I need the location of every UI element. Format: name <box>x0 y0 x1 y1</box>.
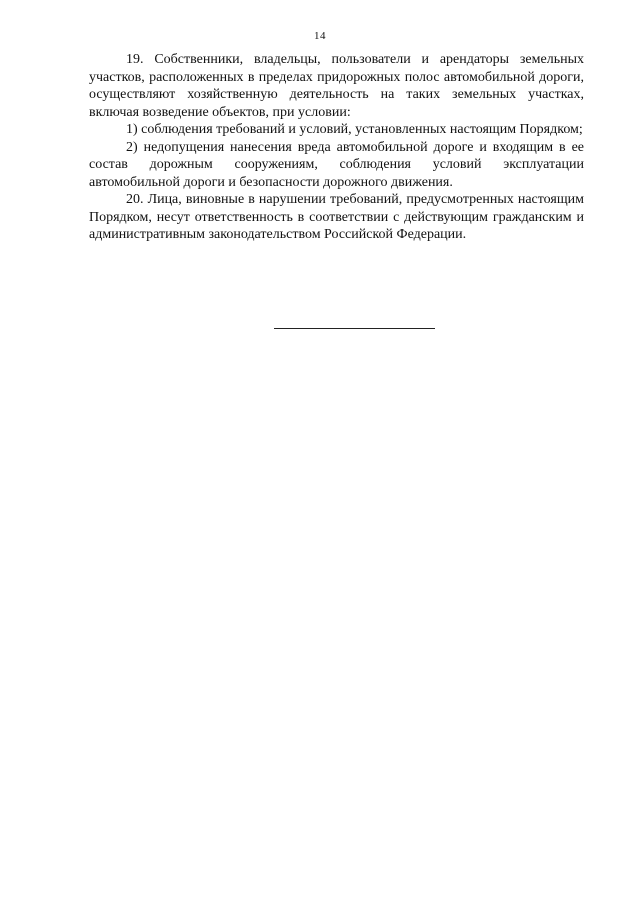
paragraph-19: 19. Собственники, владельцы, пользователи и арендаторы земельных участков, расположенных в пределах придорожных полос автомобильной дороги, осуществляют хозяйственную деятельность на таких земельных участках, включая возведение объектов, при условии: <box>89 52 584 120</box>
paragraph-19-item-2: 2) недопущения нанесения вреда автомобильной дороге и входящим в ее состав дорожным сооружениям, соблюдения условий эксплуатации автомобильной дороги и безопасности дорожного движения. <box>89 139 584 190</box>
end-of-document-divider <box>274 328 435 329</box>
paragraph-19-item-1: 1) соблюдения требований и условий, установленных настоящим Порядком; <box>126 122 583 137</box>
page-number: 14 <box>314 30 326 42</box>
paragraph-20: 20. Лица, виновные в нарушении требований, предусмотренных настоящим Порядком, несут ответственность в соответствии с действующим гражданским и административным законодательством Российской Федерации. <box>89 192 584 242</box>
document-body <box>89 51 584 244</box>
